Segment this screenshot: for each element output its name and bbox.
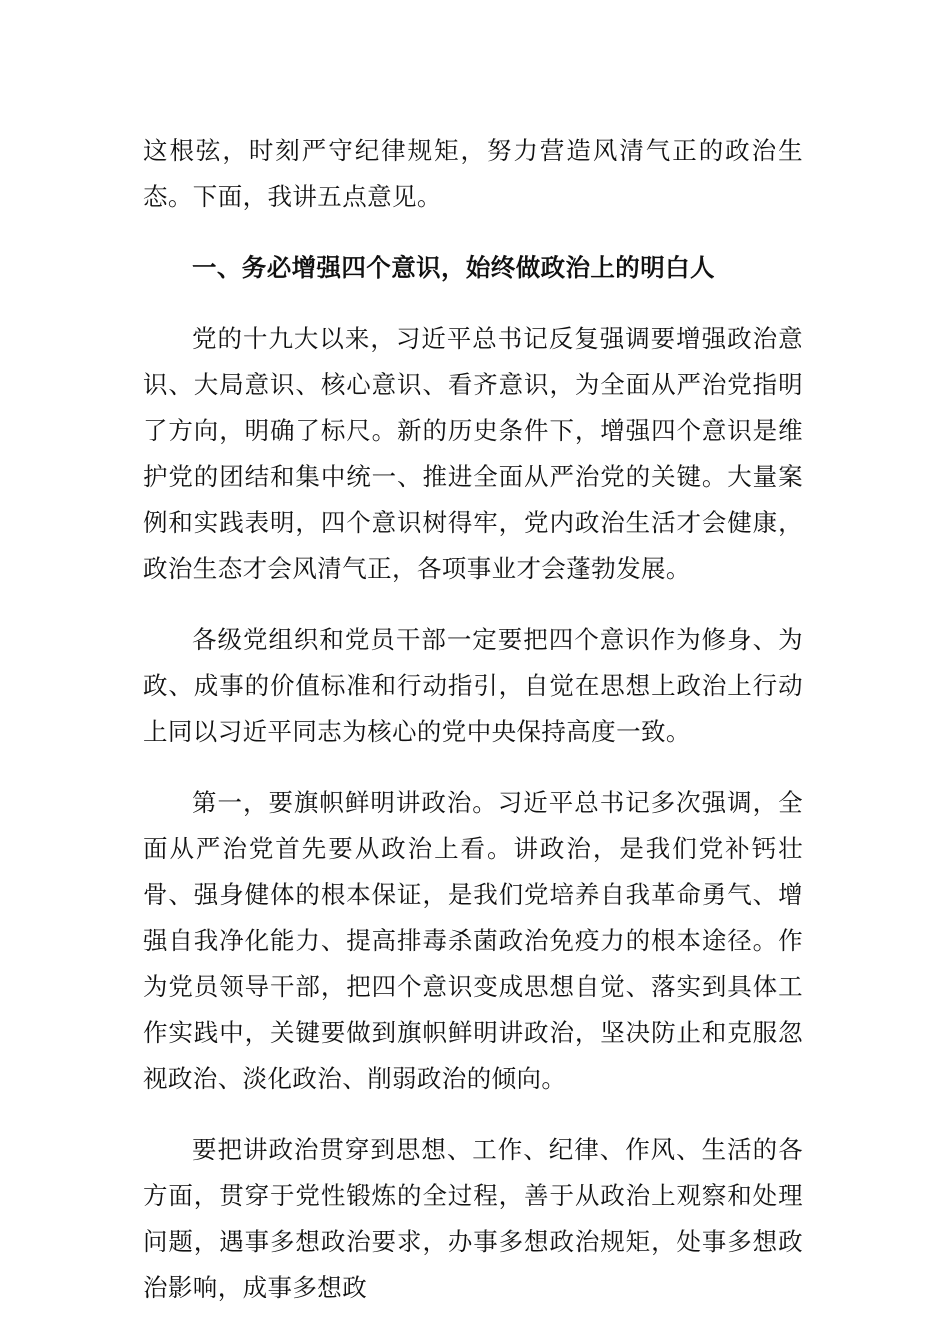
paragraph: 各级党组织和党员干部一定要把四个意识作为修身、为政、成事的价值标准和行动指引，自觉在思想上政治上行动上同以习近平同志为核心的党中央保持高度一致。 [143,625,803,746]
paragraph-continuation: 这根弦，时刻严守纪律规矩，努力营造风清气正的政治生态。下面，我讲五点意见。 [143,136,803,211]
document-body [143,128,803,1336]
paragraph: 党的十九大以来，习近平总书记反复强调要增强政治意识、大局意识、核心意识、看齐意识，为全面从严治党指明了方向，明确了标尺。新的历史条件下，增强四个意识是维护党的团结和集中统一、推进全面从严治党的关键。大量案例和实践表明，四个意识树得牢，党内政治生活才会健康，政治生态才会风清气正，各项事业才会蓬勃发展。 [143,324,803,583]
paragraph: 要把讲政治贯穿到思想、工作、纪律、作风、生活的各方面，贯穿于党性锻炼的全过程，善于从政治上观察和处理问题，遇事多想政治要求，办事多想政治规矩，处事多想政治影响，成事多想政 [143,1135,803,1302]
paragraph: 第一，要旗帜鲜明讲政治。习近平总书记多次强调，全面从严治党首先要从政治上看。讲政治，是我们党补钙壮骨、强身健体的根本保证，是我们党培养自我革命勇气、增强自我净化能力、提高排毒杀菌政治免疫力的根本途径。作为党员领导干部，把四个意识变成思想自觉、落实到具体工作实践中，关键要做到旗帜鲜明讲政治，坚决防止和克服忽视政治、淡化政治、削弱政治的倾向。 [143,788,803,1093]
section-heading: 一、务必增强四个意识，始终做政治上的明白人 [192,253,715,282]
